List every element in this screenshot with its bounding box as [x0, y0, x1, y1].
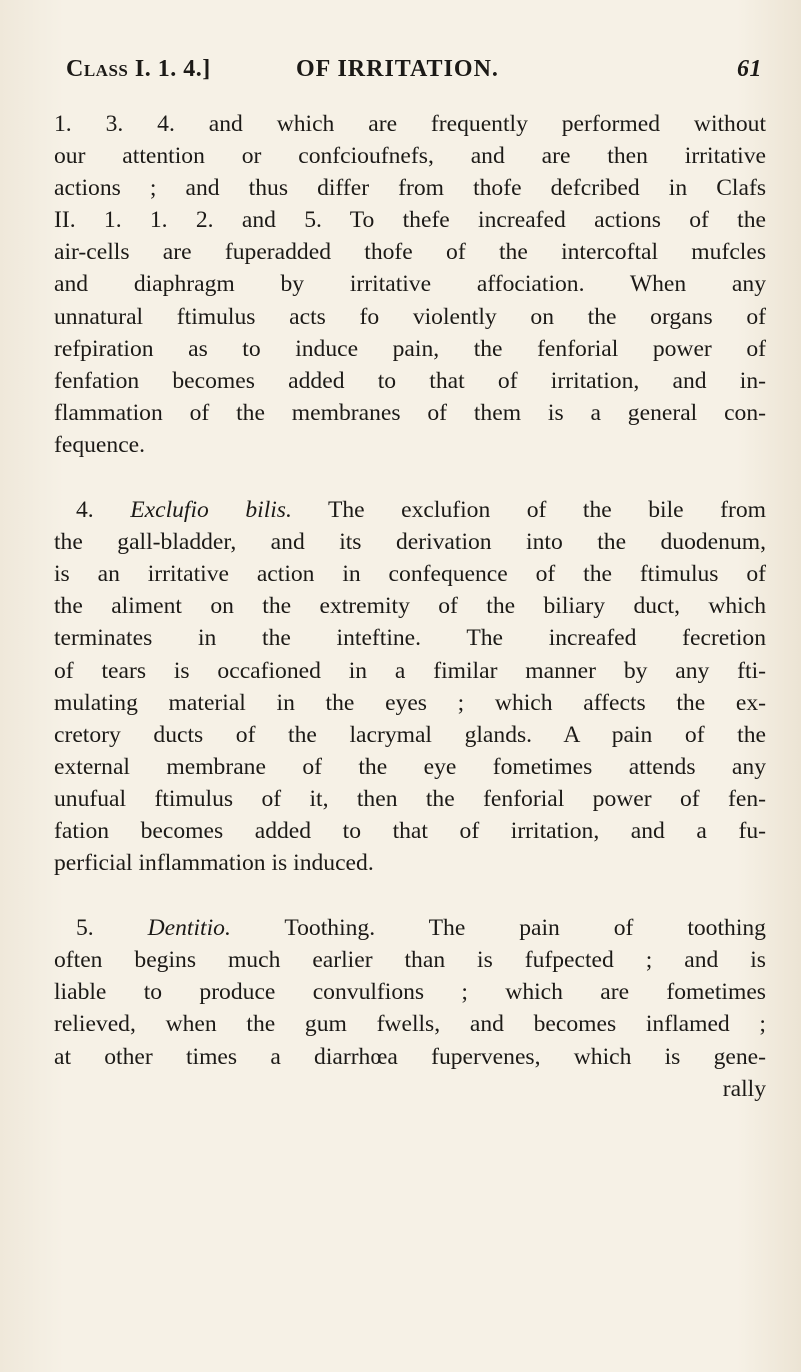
- text-line: and diaphragm by irritative affociation. When any: [54, 271, 766, 298]
- paragraph-number: 4.: [76, 497, 94, 524]
- text-line: our attention or confcioufnefs, and are then irritative: [54, 143, 766, 170]
- paragraph-first-line: [54, 912, 766, 944]
- page-number: 61: [737, 56, 762, 82]
- text-line: fequence.: [54, 431, 146, 458]
- text-line: fenfation becomes added to that of irritation, and in-: [54, 367, 766, 394]
- text-line: refpiration as to induce pain, the fenforial power of: [54, 335, 766, 362]
- paragraph-title: Dentitio.: [147, 915, 231, 942]
- text-line: the aliment on the extremity of the biliary duct, which: [54, 593, 766, 620]
- text-line: mulating material in the eyes ; which affects the ex-: [54, 689, 766, 716]
- running-head-section: Class I. 1. 4.]: [66, 56, 211, 82]
- paragraph-lead-text: The exclufion of the bile from: [327, 497, 766, 524]
- text-line: cretory ducts of the lacrymal glands. A pain of the: [54, 721, 766, 748]
- text-line: unnatural ftimulus acts fo violently on the organs of: [54, 303, 766, 330]
- paragraph-lead-text: Toothing. The pain of toothing: [284, 915, 766, 942]
- text-line: at other times a diarrhœa fupervenes, which is gene-: [54, 1043, 766, 1070]
- paragraph-dentitio: [54, 912, 766, 1105]
- paragraph-continuation: [54, 108, 766, 461]
- text-line: unufual ftimulus of it, then the fenforial power of fen-: [54, 785, 766, 812]
- paragraph-exclusio-bilis: [54, 494, 766, 879]
- paragraph-number: 5.: [76, 915, 94, 942]
- catchword: rally: [722, 1075, 766, 1102]
- text-line: liable to produce convulfions ; which are fometimes: [54, 979, 766, 1006]
- text-line: is an irritative action in confequence of the ftimulus of: [54, 561, 766, 588]
- text-line: terminates in the inteftine. The increafed fecretion: [54, 625, 766, 652]
- paragraph-title: Exclufio bilis.: [130, 497, 292, 524]
- text-line: often begins much earlier than is fufpected ; and is: [54, 947, 766, 974]
- text-line: external membrane of the eye fometimes attends any: [54, 753, 766, 780]
- text-line: flammation of the membranes of them is a general con-: [54, 399, 766, 426]
- text-line: relieved, when the gum fwells, and becomes inflamed ;: [54, 1011, 766, 1038]
- text-line: II. 1. 1. 2. and 5. To thefe increafed actions of the: [54, 207, 766, 234]
- text-line: actions ; and thus differ from thofe defcribed in Clafs: [54, 175, 766, 202]
- text-line: fation becomes added to that of irritation, and a fu-: [54, 817, 766, 844]
- running-head-title: OF IRRITATION.: [296, 56, 499, 82]
- text-line: the gall-bladder, and its derivation into the duodenum,: [54, 529, 766, 556]
- text-line: of tears is occafioned in a fimilar manner by any fti-: [54, 657, 766, 684]
- paragraph-first-line: [54, 494, 766, 526]
- body-text: [54, 108, 766, 1105]
- text-line: air-cells are fuperadded thofe of the intercoftal mufcles: [54, 239, 766, 266]
- text-line: 1. 3. 4. and which are frequently performed without: [54, 111, 766, 137]
- running-head: [66, 56, 766, 92]
- text-line: perficial inflammation is induced.: [54, 850, 374, 877]
